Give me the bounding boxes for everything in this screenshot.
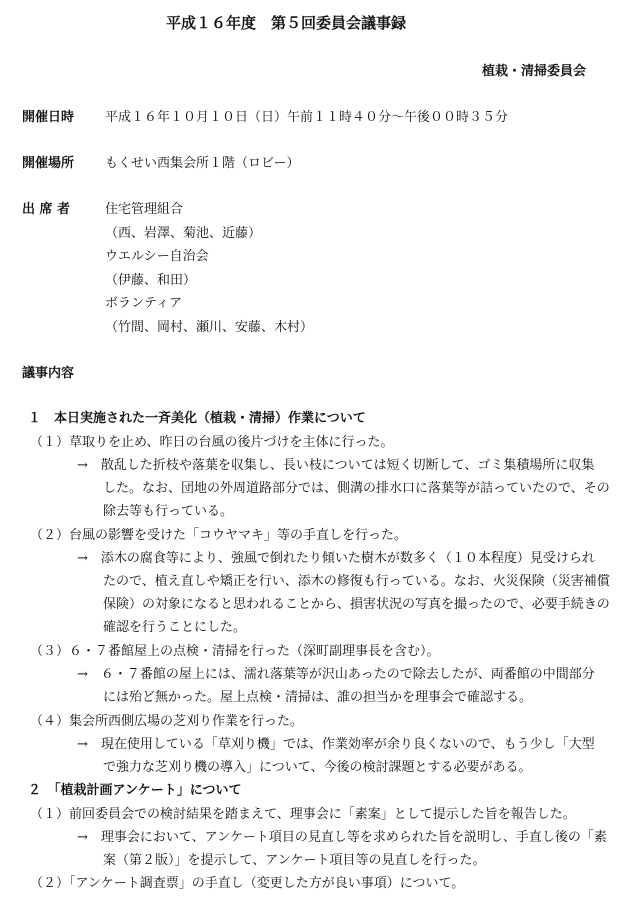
s1-item-2-note: 保険）の対象になると思われることから、損害状況の写真を撮ったので、必要手続きの bbox=[103, 597, 610, 612]
date-value: 平成１６年１０月１０日（日）午前１１時４０分～午後００時３５分 bbox=[105, 110, 509, 125]
s1-item-1-note: した。なお、団地の外周道路部分では、側溝の排水口に落葉等が詰っていたので、その bbox=[103, 481, 610, 496]
attendee-group: ボランティア bbox=[105, 296, 182, 311]
s1-item-4-note: で強力な芝刈り機の導入」について、今後の検討課題とする必要がある。 bbox=[103, 760, 532, 775]
document-title: 平成１６年度 第５回委員会議事録 bbox=[166, 14, 407, 32]
place-value: もくせい西集会所１階（ロビー） bbox=[105, 156, 300, 171]
s1-item-2: （２）台風の影響を受けた「コウヤマキ」等の手直しを行った。 bbox=[30, 528, 408, 543]
s1-item-1-note: 除去等も行っている。 bbox=[103, 504, 234, 519]
s1-item-1-note: → 散乱した折枝や落葉を収集し、長い枝については短く切断して、ゴミ集積場所に収集 bbox=[77, 458, 595, 473]
s1-item-4: （４）集会所西側広場の芝刈り作業を行った。 bbox=[30, 714, 304, 729]
section-1-heading: １ 本日実施された一斉美化（植栽・清掃）作業について bbox=[28, 411, 366, 426]
s2-item-2: （２）「アンケート調査票」の手直し（変更した方が良い事項）について。 bbox=[30, 876, 465, 891]
s1-item-2-note: たので、植え直しや矯正を行い、添木の修復も行っている。なお、火災保険（災害補償 bbox=[103, 574, 610, 589]
s2-item-1-note: → 理事会において、アンケート項目の見直し等を求められた旨を説明し、手直し後の「素 bbox=[77, 830, 607, 845]
attendee-group: ウエルシー自治会 bbox=[105, 249, 209, 264]
s1-item-2-note: → 添木の腐食等により、強風で倒れたり傾いた樹木が数多く（１０本程度）見受けられ bbox=[77, 551, 595, 566]
s1-item-2-note: 確認を行うことにした。 bbox=[103, 620, 247, 635]
section-2-heading: ２ 「植栽計画アンケート」について bbox=[28, 783, 242, 798]
s2-item-1-note: 案（第２版）」を提示して、アンケート項目等の見直しを行った。 bbox=[103, 853, 486, 868]
s1-item-1: （１）草取りを止め、昨日の台風の後片づけを主体に行った。 bbox=[30, 435, 394, 450]
agenda-heading: 議事内容 bbox=[22, 366, 75, 381]
attendee-names: （竹間、岡村、瀬川、安藤、木村） bbox=[105, 320, 314, 335]
attendee-names: （西、岩澤、菊池、近藤） bbox=[105, 226, 262, 241]
s1-item-3-note: → ６・７番館の屋上には、濡れ落葉等が沢山あったので除去したが、両番館の中間部分 bbox=[77, 667, 595, 682]
s2-item-1: （１）前回委員会での検討結果を踏まえて、理事会に「素案」として提示した旨を報告した。 bbox=[30, 807, 576, 822]
attendee-names: （伊藤、和田） bbox=[105, 273, 197, 288]
s1-item-3: （３）６・７番館屋上の点検・清掃を行った（深町副理事長を含む）。 bbox=[30, 644, 440, 659]
attendees-label: 出 席 者 bbox=[22, 202, 71, 217]
date-label: 開催日時 bbox=[22, 110, 75, 125]
s1-item-4-note: → 現在使用している「草刈り機」では、作業効率が余り良くないので、もう少し「大型 bbox=[77, 737, 595, 752]
s1-item-3-note: には殆ど無かった。屋上点検・清掃は、誰の担当かを理事会で確認する。 bbox=[103, 690, 533, 705]
place-label: 開催場所 bbox=[22, 156, 75, 171]
committee-name: 植栽・清掃委員会 bbox=[482, 64, 587, 79]
attendee-group: 住宅管理組合 bbox=[105, 202, 184, 217]
